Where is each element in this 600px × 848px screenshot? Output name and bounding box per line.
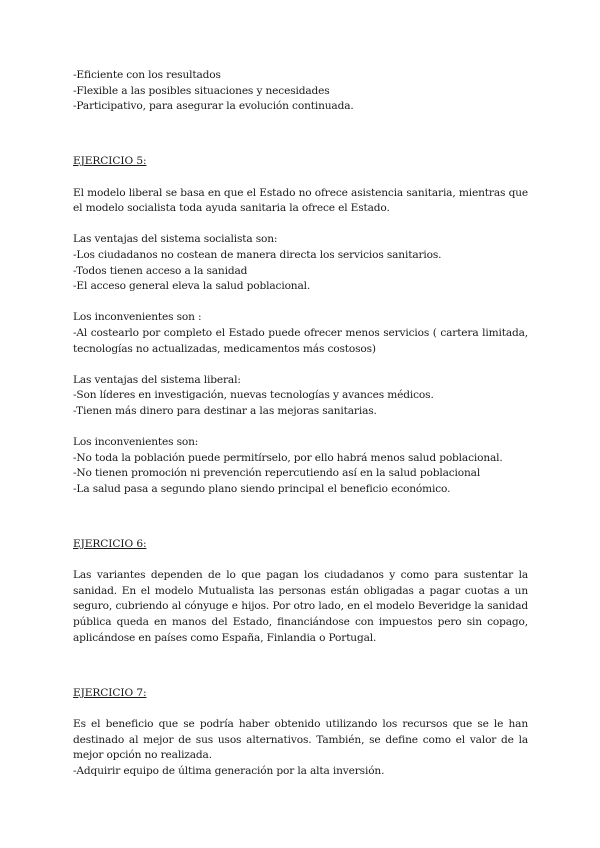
socialist-advantage-item: -Los ciudadanos no costean de manera directa los servicios sanitarios. (73, 248, 442, 261)
ejercicio-7-heading: EJERCICIO 7: (73, 686, 147, 699)
intro-item-3: -Participativo, para asegurar la evolución continuada. (73, 100, 354, 113)
ejercicio-6-text: Las variantes dependen de lo que pagan los ciudadanos y como para sustentar la sanidad. En el modelo Mutualista las personas están obligadas a pagar cuotas a un seguro, cubriendo al cónyuge e hijos. Por otro lado, en el modelo Beveridge la sanidad pública queda en manos del Estado, financiándose con impuestos pero sin copago, aplicándose en países como España, Finlandia o Portugal. (73, 569, 528, 644)
intro-item-2: -Flexible a las posibles situaciones y necesidades (73, 84, 330, 97)
ejercicio-7-example: -Adquirir equipo de última generación por la alta inversión. (73, 764, 385, 777)
ejercicio-5-intro: El modelo liberal se basa en que el Estado no ofrece asistencia sanitaria, mientras que el modelo socialista toda ayuda sanitaria la ofrece el Estado. (73, 186, 528, 215)
socialist-advantage-item: -Todos tienen acceso a la sanidad (73, 264, 248, 277)
spacer (73, 701, 528, 717)
spacer (73, 553, 528, 569)
document-page (73, 68, 528, 779)
ejercicio-6-heading: EJERCICIO 6: (73, 538, 147, 551)
spacer (73, 521, 528, 537)
liberal-advantage-item: -Tienen más dinero para destinar a las mejoras sanitarias. (73, 404, 377, 417)
socialist-disadvantages-title: Los inconvenientes son : (73, 311, 202, 324)
liberal-disadvantage-item: -No toda la población puede permitírselo, por ello habrá menos salud poblacional. (73, 451, 503, 464)
spacer (73, 357, 528, 373)
intro-item-1: -Eficiente con los resultados (73, 69, 221, 81)
spacer (73, 419, 528, 435)
spacer (73, 646, 528, 670)
spacer (73, 139, 528, 155)
socialist-disadvantage-item: -Al costearlo por completo el Estado puede ofrecer menos servicios ( cartera limitada, tecnologías no actualizadas, medicamentos más costosos) (73, 326, 528, 355)
spacer (73, 295, 528, 311)
socialist-advantages-title: Las ventajas del sistema socialista son: (73, 233, 278, 246)
spacer (73, 217, 528, 233)
spacer (73, 170, 528, 186)
liberal-disadvantages-title: Los inconvenientes son: (73, 436, 199, 449)
liberal-disadvantage-item: -No tienen promoción ni prevención repercutiendo así en la salud poblacional (73, 467, 481, 480)
liberal-advantages-title: Las ventajas del sistema liberal: (73, 373, 241, 386)
spacer (73, 670, 528, 686)
ejercicio-5-heading: EJERCICIO 5: (73, 155, 147, 168)
socialist-advantage-item: -El acceso general eleva la salud poblacional. (73, 280, 311, 293)
ejercicio-7-text: Es el beneficio que se podría haber obtenido utilizando los recursos que se le han destinado al mejor de sus usos alternativos. También, se define como el valor de la mejor opción no realizada. (73, 717, 528, 762)
spacer (73, 115, 528, 139)
spacer (73, 497, 528, 521)
liberal-advantage-item: -Son líderes en investigación, nuevas tecnologías y avances médicos. (73, 389, 434, 402)
liberal-disadvantage-item: -La salud pasa a segundo plano siendo principal el beneficio económico. (73, 482, 451, 495)
